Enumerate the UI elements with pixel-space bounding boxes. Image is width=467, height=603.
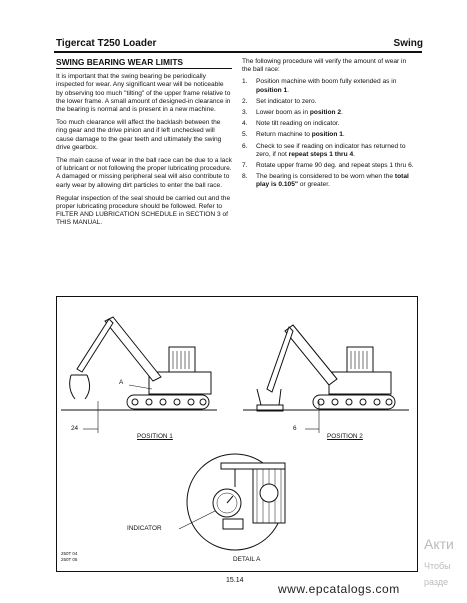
step-tail: .: [353, 150, 355, 158]
dimension-6: 6: [293, 425, 297, 432]
step-bold: repeat steps 1 thru 4: [288, 150, 354, 158]
paragraph-1: It is important that the swing bearing be periodically inspected for wear. Any significant wear will be noticeable by observing too much "tilting" of the upper frame relative to the lower frame. A small amount of designed-in clearance in the bearing is normal and is present in a new machine.: [56, 73, 231, 114]
position-2-caption: POSITION 2: [327, 433, 363, 440]
step-text: Lower boom as in: [256, 109, 310, 117]
ball-race: [260, 484, 278, 502]
step-tail: .: [342, 131, 345, 139]
procedure-intro: The following procedure will verify the amount of wear in the ball race:: [242, 58, 407, 74]
activation-overlay-title: Акти: [424, 536, 454, 552]
drawing-code-2: 250T 05: [61, 557, 78, 562]
step-tail: .: [341, 109, 343, 117]
step-number: 6.: [242, 142, 248, 150]
grapple-right: [257, 389, 281, 405]
activation-overlay-text: [424, 558, 451, 590]
step-tail: or greater.: [297, 181, 330, 189]
grapple-left: [70, 375, 90, 399]
step-text: Rotate upper frame 90 deg. and repeat steps 1 thru 6.: [256, 162, 414, 170]
step-text: Note tilt reading on indicator.: [256, 120, 340, 128]
paragraph-2: Too much clearance will affect the backlash between the ring gear and the drive pinion and if left unchecked will cause damage to the gear teeth and ultimately the swing drive gearbox.: [56, 119, 222, 151]
boom-left: [105, 317, 161, 381]
boom-right: [285, 325, 337, 385]
step-item: [242, 173, 416, 189]
step-number: 8.: [242, 173, 248, 181]
step-text: Return machine to: [256, 131, 312, 139]
step-bold: position 2: [309, 109, 342, 117]
step-item: [242, 162, 416, 170]
step-text: Position machine with boom fully extended as in: [256, 78, 397, 86]
detail-a-caption: DETAIL A: [233, 556, 261, 563]
indicator-base: [223, 519, 243, 529]
step-number: 2.: [242, 97, 248, 105]
step-item: [242, 131, 416, 139]
step-bold: total play is 0.105": [256, 173, 409, 189]
paragraph-4: Regular inspection of the seal should be carried out and the proper lubricating procedure should be followed. Refer to FILTER AND LUBRICATION SCHEDULE in SECTION 3 of THIS MANUAL.: [56, 194, 231, 227]
tracks-left: [127, 395, 209, 409]
label-a: A: [119, 379, 124, 386]
overlay-line-2: Чтобы: [424, 561, 451, 571]
paragraph-3: The main cause of wear in the ball race can be due to a lack of lubricant or not following the proper lubricating procedure. A damaged or missing peripheral seal will also contribute to early wear by allowing dirt particles to enter the ball race.: [56, 157, 232, 189]
upper-frame-right: [329, 372, 391, 394]
step-number: 5.: [242, 131, 248, 139]
indicator-caption: INDICATOR: [127, 525, 162, 532]
technical-figure: [56, 296, 418, 572]
header-rule: [54, 51, 422, 53]
section-heading: SWING BEARING WEAR LIMITS: [56, 58, 232, 69]
step-text: Set indicator to zero.: [256, 97, 317, 105]
step-number: 4.: [242, 120, 248, 128]
header-title: Tigercat T250 Loader: [56, 38, 157, 49]
upper-flange: [221, 463, 285, 469]
step-text: The bearing is considered to be worn when the: [256, 173, 395, 181]
step-item: [242, 98, 416, 106]
step-number: 1.: [242, 78, 248, 86]
step-item: [242, 120, 416, 128]
dimension-24: 24: [71, 425, 79, 432]
step-item: [242, 109, 416, 117]
step-bold: position 1: [311, 131, 343, 139]
stick-left: [77, 319, 113, 372]
page-number: 15.14: [226, 577, 244, 584]
step-number: 3.: [242, 109, 248, 117]
step-text: Check to see if reading on indicator has returned to zero, if not: [256, 142, 406, 158]
header-section: Swing: [393, 38, 423, 49]
step-item: [242, 78, 416, 94]
step-bold: position 1: [256, 86, 288, 94]
step-item: [242, 143, 416, 159]
stick-right: [267, 327, 293, 392]
right-column: [242, 58, 416, 193]
left-column: [56, 58, 232, 233]
step-number: 7.: [242, 162, 248, 170]
drawing-code-1: 250T 04: [61, 551, 78, 556]
watermark-text: www.epcatalogs.com: [278, 582, 400, 596]
step-tail: .: [287, 86, 289, 94]
position-1-caption: POSITION 1: [137, 433, 173, 440]
procedure-steps: [242, 78, 416, 189]
tracks-right: [313, 395, 395, 409]
overlay-line-3: разде: [424, 577, 449, 587]
